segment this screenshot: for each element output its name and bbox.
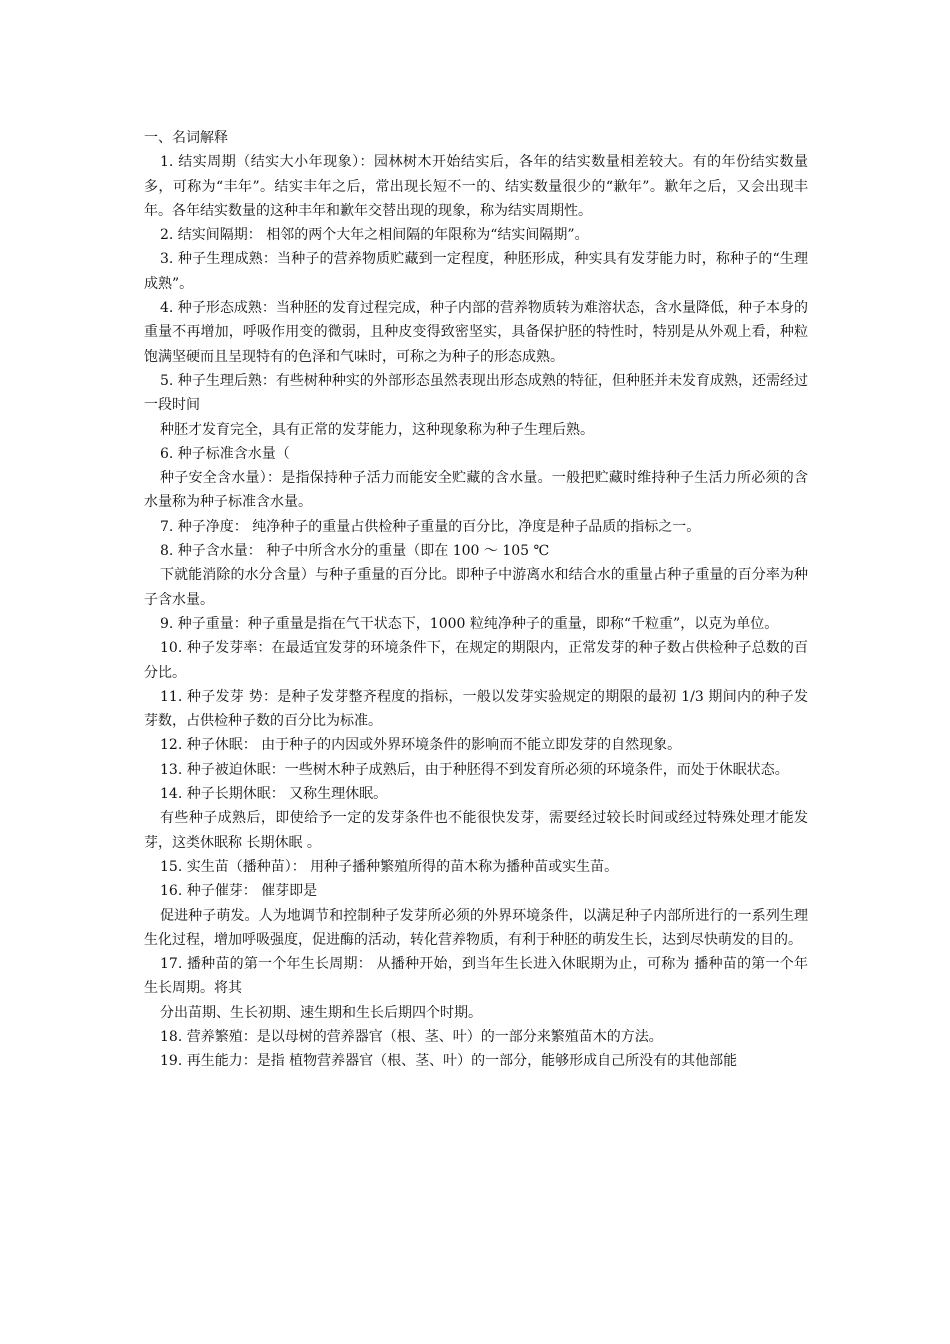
- paragraph: 9. 种子重量：种子重量是指在气干状态下，1000 粒纯净种子的重量，即称“千粒重”，以克为单位。: [160, 615, 779, 632]
- paragraph: 6. 种子标准含水量（: [160, 445, 290, 462]
- paragraph: 7. 种子净度： 纯净种子的重量占供检种子重量的百分比，净度是种子品质的指标之一。: [160, 518, 701, 535]
- paragraph-continuation: 种胚才发育完全，具有正常的发芽能力，这种现象称为种子生理后熟。: [160, 421, 594, 438]
- paragraph: 5. 种子生理后熟：有些树种种实的外部形态虽然表现出形态成熟的特征，但种胚并未发育成熟，还需经过一段时间: [144, 372, 808, 414]
- paragraph: 19. 再生能力：是指 植物营养器官（根、茎、叶）的一部分，能够形成自己所没有的其他部能: [160, 1053, 738, 1070]
- paragraph: 14. 种子长期休眠： 又称生理休眠。: [160, 786, 388, 803]
- paragraph: 13. 种子被迫休眠：一些树木种子成熟后，由于种胚得不到发育所必须的环境条件，而处于休眠状态。: [160, 761, 789, 778]
- paragraph-continuation: 下就能消除的水分含量）与种子重量的百分比。即种子中游离水和结合水的重量占种子重量的百分率为种子含水量。: [144, 567, 808, 608]
- paragraph-continuation: 有些种子成熟后，即使给予一定的发芽条件也不能很快发芽，需要经过较长时间或经过特殊处理才能发芽，这类休眠称 长期休眠 。: [144, 810, 808, 851]
- paragraph: 17. 播种苗的第一个年生长周期： 从播种开始，到当年生长进入休眠期为止，可称为 播种苗的第一个年生长周期。将其: [144, 956, 808, 997]
- paragraph: 16. 种子催芽： 催芽即是: [160, 883, 318, 900]
- paragraph: 4. 种子形态成熟：当种胚的发育过程完成，种子内部的营养物质转为难溶状态，含水量降低，种子本身的重量不再增加，呼吸作用变的微弱，且种皮变得致密坚实，具备保护胚的特性时，特别是从外观上看，种粒饱满坚硬而且呈现特有的色泽和气味时，可称之为种子的形态成熟。: [144, 300, 808, 365]
- paragraph: 1. 结实周期（结实大小年现象）：园林树木开始结实后，各年的结实数量相差较大。有的年份结实数量多，可称为“丰年”。结实丰年之后，常出现长短不一的、结实数量很少的“歉年”。歉年之后，又会出现丰年。各年结实数量的这种丰年和歉年交替出现的现象，称为结实周期性。: [144, 154, 808, 219]
- paragraph-continuation: 促进种子萌发。人为地调节和控制种子发芽所必须的外界环境条件，以满足种子内部所进行的一系列生理生化过程，增加呼吸强度，促进酶的活动，转化营养物质，有利于种胚的萌发生长，达到尽快萌发的目的。: [144, 907, 808, 948]
- section-heading: 一、名词解释: [144, 130, 228, 146]
- paragraph: 15. 实生苗（播种苗）： 用种子播种繁殖所得的苗木称为播种苗或实生苗。: [160, 858, 619, 875]
- paragraph: 11. 种子发芽 势：是种子发芽整齐程度的指标，一般以发芽实验规定的期限的最初 1/3 期间内的种子发芽数，占供检种子数的百分比为标准。: [144, 688, 808, 730]
- paragraph: 3. 种子生理成熟：当种子的营养物质贮藏到一定程度，种胚形成，种实具有发芽能力时，称种子的“生理成熟”。: [144, 251, 808, 292]
- paragraph-continuation: 分出苗期、生长初期、速生期和生长后期四个时期。: [160, 1004, 482, 1021]
- paragraph-continuation: 种子安全含水量）：是指保持种子活力而能安全贮藏的含水量。一般把贮藏时维持种子生活力所必须的含水量称为种子标准含水量。: [144, 470, 808, 511]
- paragraph: 18. 营养繁殖：是以母树的营养器官（根、茎、叶）的一部分来繁殖苗木的方法。: [160, 1028, 663, 1045]
- paragraph: 2. 结实间隔期： 相邻的两个大年之相间隔的年限称为“结实间隔期”。: [160, 227, 589, 244]
- paragraph: 8. 种子含水量： 种子中所含水分的重量（即在 100 ～ 105 ℃: [160, 543, 550, 560]
- paragraph: 10. 种子发芽率：在最适宜发芽的环境条件下，在规定的期限内，正常发芽的种子数占供检种子总数的百分比。: [144, 640, 808, 681]
- document-body: [144, 126, 808, 1074]
- paragraph: 12. 种子休眠： 由于种子的内因或外界环境条件的影响而不能立即发芽的自然现象。: [160, 737, 682, 754]
